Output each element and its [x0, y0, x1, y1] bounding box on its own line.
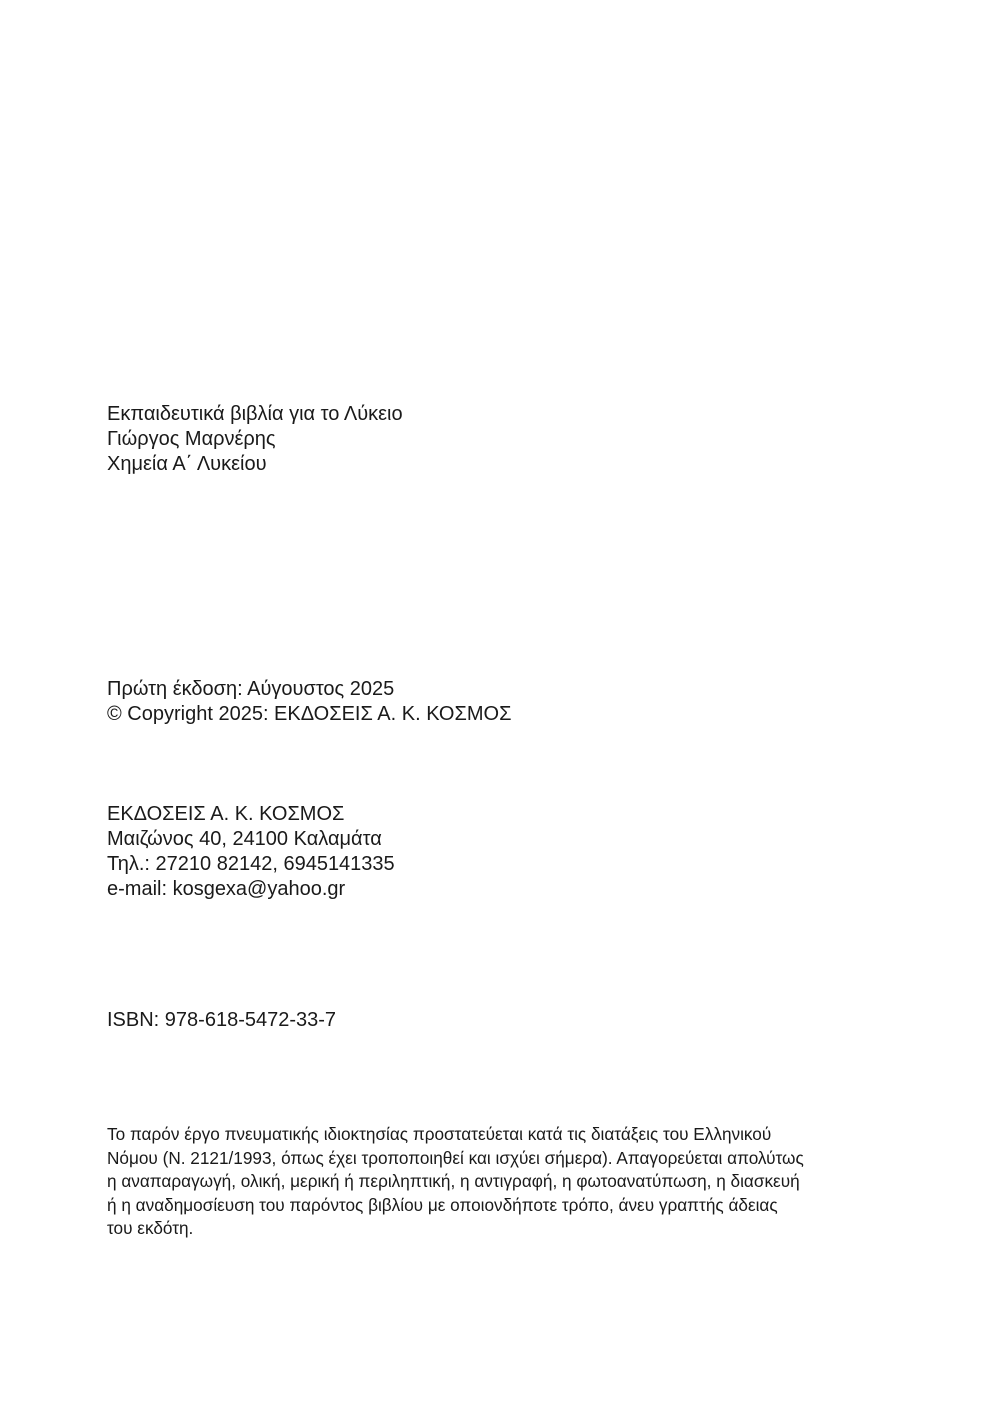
publisher-email: e-mail: kosgexa@yahoo.gr — [107, 878, 346, 900]
legal-line: Νόμου (Ν. 2121/1993, όπως έχει τροποποιηθεί και ισχύει σήμερα). Απαγορεύεται απολύτως — [107, 1147, 804, 1168]
isbn: ISBN: 978-618-5472-33-7 — [107, 1009, 337, 1031]
publisher-name: ΕΚΔΟΣΕΙΣ Α. Κ. ΚΟΣΜΟΣ — [107, 803, 345, 825]
book-info — [107, 402, 403, 477]
book-series: Εκπαιδευτικά βιβλία για το Λύκειο — [107, 403, 403, 425]
book-author: Γιώργος Μαρνέρης — [107, 428, 276, 450]
legal-line: η αναπαραγωγή, ολική, μερική ή περιληπτική, η αντιγραφή, η φωτοανατύπωση, η διασκευή — [107, 1171, 800, 1191]
publisher-phone: Τηλ.: 27210 82142, 6945141335 — [107, 853, 395, 875]
legal-line: του εκδότη. — [107, 1218, 194, 1238]
isbn-info — [107, 1008, 336, 1033]
first-edition: Πρώτη έκδοση: Αύγουστος 2025 — [107, 678, 395, 700]
edition-info — [107, 677, 511, 727]
book-title: Χημεία Α΄ Λυκείου — [107, 453, 267, 475]
publisher-address: Μαιζώνος 40, 24100 Καλαμάτα — [107, 828, 382, 850]
copyright-notice: © Copyright 2025: ΕΚΔΟΣΕΙΣ Α. Κ. ΚΟΣΜΟΣ — [107, 703, 512, 725]
legal-line: ή η αναδημοσίευση του παρόντος βιβλίου με οποιονδήποτε τρόπο, άνευ γραπτής άδειας — [107, 1194, 778, 1215]
legal-notice — [107, 1123, 907, 1241]
legal-line: Το παρόν έργο πνευματικής ιδιοκτησίας προστατεύεται κατά τις διατάξεις του Ελληνικού — [107, 1124, 772, 1144]
publisher-info — [107, 802, 395, 902]
